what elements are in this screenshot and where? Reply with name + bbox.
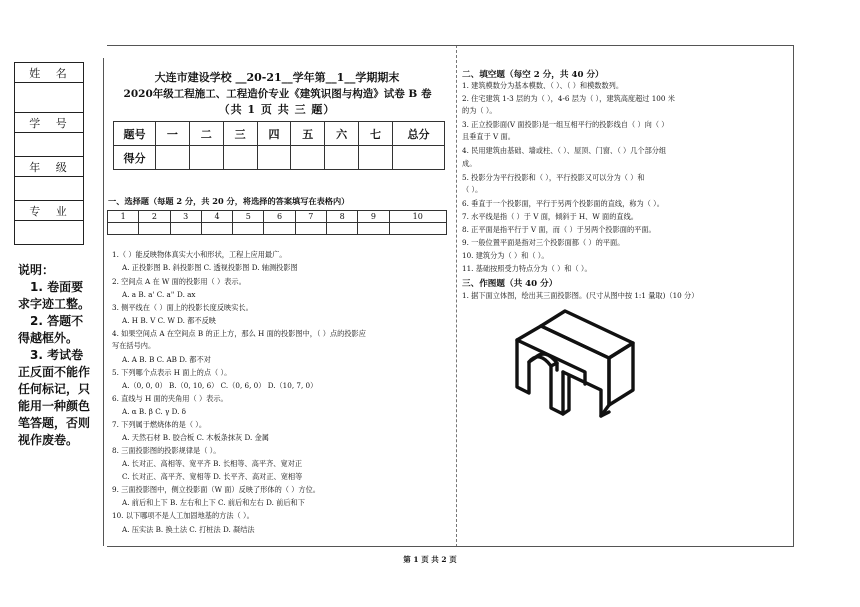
score-table [113,121,445,170]
score-header-cell: 总分 [393,122,445,146]
column-divider [456,45,457,547]
option-line: A. A B. B C. AB D. 都不对 [122,355,211,364]
score-header-cell: 四 [257,122,291,146]
page-count-note: （共 1 页 共 三 题） [218,103,336,116]
bottom-rule [107,546,793,547]
question-line: 9. 三面投影图中，侧立投影面（W 面）反映了形体的（ ）方位。 [112,485,320,494]
name-field[interactable] [15,83,84,113]
score-header-cell: 七 [359,122,393,146]
answer-col-header: 3 [170,211,201,223]
score-header-cell: 三 [223,122,257,146]
fill-line: 6. 垂直于一个投影面，平行于另两个投影面的直线，称为（ ）。 [462,199,664,208]
fill-line: 的为（ ）。 [462,106,497,115]
answer-cell[interactable] [108,223,139,235]
student-id-label: 学 号 [15,113,84,133]
option-line: A. α B. β C. γ D. δ [122,407,186,416]
option-line: C. 长对正、高平齐、宽相等 D. 长平齐、高对正、宽相等 [122,472,303,481]
answer-col-header: 8 [326,211,357,223]
section3-title: 三、作图题（共 40 分） [462,279,558,289]
option-line: A. 前后和上下 B. 左右和上下 C. 前后和左右 D. 前后和下 [122,498,305,507]
fill-line: 1. 建筑模数分为基本模数、（ ）、（ ）和模数数列。 [462,81,624,90]
right-rule [793,45,794,547]
grade-field[interactable] [15,177,84,201]
question-line: 6. 直线与 H 面的夹角用（ ）表示。 [112,394,228,403]
question-line: 8. 三面投影图的投影规律是（ ）。 [112,446,221,455]
name-label: 姓 名 [15,63,84,83]
question-line: 4. 如果空间点 A 在空间点 B 的正上方，那么 H 面的投影图中，（ ）点的投影应 [112,329,366,338]
drawing-question: 1. 据下面立体图，绘出其三面投影图。(尺寸从图中按 1:1 量取)（10 分） [462,291,699,300]
answer-cell[interactable] [264,223,295,235]
notes-title: 说明： [18,263,55,277]
score-cell[interactable] [223,146,257,170]
score-cell[interactable] [291,146,325,170]
answer-col-header: 1 [108,211,139,223]
fill-line: 9. 一般位置平面是指对三个投影面都（ ）的平面。 [462,238,625,247]
section1-title: 一、选择题（每题 2 分，共 20 分，将选择的答案填写在表格内） [108,196,350,206]
answer-col-header: 10 [389,211,446,223]
major-label: 专 业 [15,201,84,221]
score-row-label: 得分 [114,146,156,170]
student-id-field[interactable] [15,133,84,157]
score-cell[interactable] [359,146,393,170]
school-term-title: 大连市建设学校 __20-21__学年第__1__学期期末 [154,71,400,84]
answer-cell[interactable] [233,223,264,235]
major-field[interactable] [15,221,84,245]
option-line: A. H B. V C. W D. 都不反映 [122,316,216,325]
answer-cell[interactable] [389,223,446,235]
option-line: A. 正投影图 B. 斜投影图 C. 透视投影图 D. 轴测投影图 [122,263,298,272]
option-line: A. a B. a' C. a'' D. ax [122,290,196,299]
exam-notes [18,262,94,449]
answer-col-header: 6 [264,211,295,223]
option-line: A. 长对正、高相等、宽平齐 B. 长相等、高平齐、宽对正 [122,459,303,468]
question-line: 5. 下列哪个点表示 H 面上的点（ ）。 [112,368,232,377]
answer-col-header: 7 [295,211,326,223]
answer-cell[interactable] [170,223,201,235]
score-cell[interactable] [189,146,223,170]
answer-col-header: 4 [201,211,232,223]
note-item: 3. 考试卷正反面不能作任何标记，只能用一种颜色笔答题，否则视作废卷。 [18,348,91,447]
answer-col-header: 9 [358,211,389,223]
note-item: 2. 答题不得越框外。 [18,314,84,345]
score-cell[interactable] [156,146,190,170]
question-line: 1.（ ）能反映物体真实大小和形状，工程上应用最广。 [112,250,287,259]
page-footer: 第 1 页 共 2 页 [403,555,457,564]
answer-cell[interactable] [326,223,357,235]
question-line: 10. 以下哪项不是人工加固地基的方法（ ）。 [112,511,254,520]
fill-line: 5. 投影分为平行投影和（ ），平行投影又可以分为（ ）和 [462,173,645,182]
answer-cell[interactable] [139,223,170,235]
question-line: 写在括号内。 [112,341,156,350]
score-header-cell: 题号 [114,122,156,146]
option-line: A.（0, 0, 0） B.（0, 10, 6） C.（0, 6, 0） D.（10, 7, 0） [122,381,318,390]
note-item: 1. 卷面要求字迹工整。 [18,280,91,311]
score-header-cell: 五 [291,122,325,146]
fill-line: 8. 正平面是指平行于 V 面，而（ ）于另两个投影面的平面。 [462,225,656,234]
fill-line: （ ）。 [462,185,483,194]
option-line: A. 压实法 B. 换土法 C. 打桩法 D. 凝结法 [122,525,255,534]
answer-col-header: 5 [233,211,264,223]
option-line: A. 天然石材 B. 胶合板 C. 木板条抹灰 D. 金属 [122,433,269,442]
answer-table [107,210,447,235]
fill-line: 成。 [462,159,477,168]
answer-cell[interactable] [201,223,232,235]
question-line: 3. 侧平线在（ ）面上的投影长度反映实长。 [112,303,253,312]
score-cell[interactable] [257,146,291,170]
score-header-cell: 二 [189,122,223,146]
exam-title: 2020年级工程施工、工程造价专业《建筑识图与构造》试卷 B 卷 [123,88,432,100]
student-info-table [14,62,84,245]
section2-title: 二、填空题（每空 2 分，共 40 分） [462,70,604,80]
score-cell[interactable] [325,146,359,170]
top-rule [107,45,793,46]
score-cell[interactable] [393,146,445,170]
score-header-cell: 一 [156,122,190,146]
fill-line: 且垂直于 V 面。 [462,132,515,141]
question-line: 7. 下列属于燃烧体的是（ ）。 [112,420,207,429]
answer-col-header: 2 [139,211,170,223]
answer-cell[interactable] [295,223,326,235]
isometric-solid-figure [505,300,675,430]
fill-line: 3. 正立投影面(V 面投影)是一组互相平行的投影线自（ ）向（ ） [462,120,669,129]
fill-line: 4. 民用建筑由基础、墙或柱、（ ）、屋顶、门窗、（ ）几个部分组 [462,146,667,155]
question-line: 2. 空间点 A 在 W 面的投影用（ ）表示。 [112,277,246,286]
fill-line: 2. 住宅建筑 1-3 层的为（ ），4-6 层为（ ），建筑高度超过 100 米 [462,94,675,103]
grade-label: 年 级 [15,157,84,177]
score-header-cell: 六 [325,122,359,146]
fill-line: 11. 基础按照受力特点分为（ ）和（ ）。 [462,264,592,273]
fill-line: 10. 建筑分为（ ）和（ ）。 [462,251,549,260]
answer-cell[interactable] [358,223,389,235]
fill-line: 7. 水平线是指（ ）于 V 面，倾斜于 H、W 面的直线。 [462,212,638,221]
binding-line [103,58,104,546]
